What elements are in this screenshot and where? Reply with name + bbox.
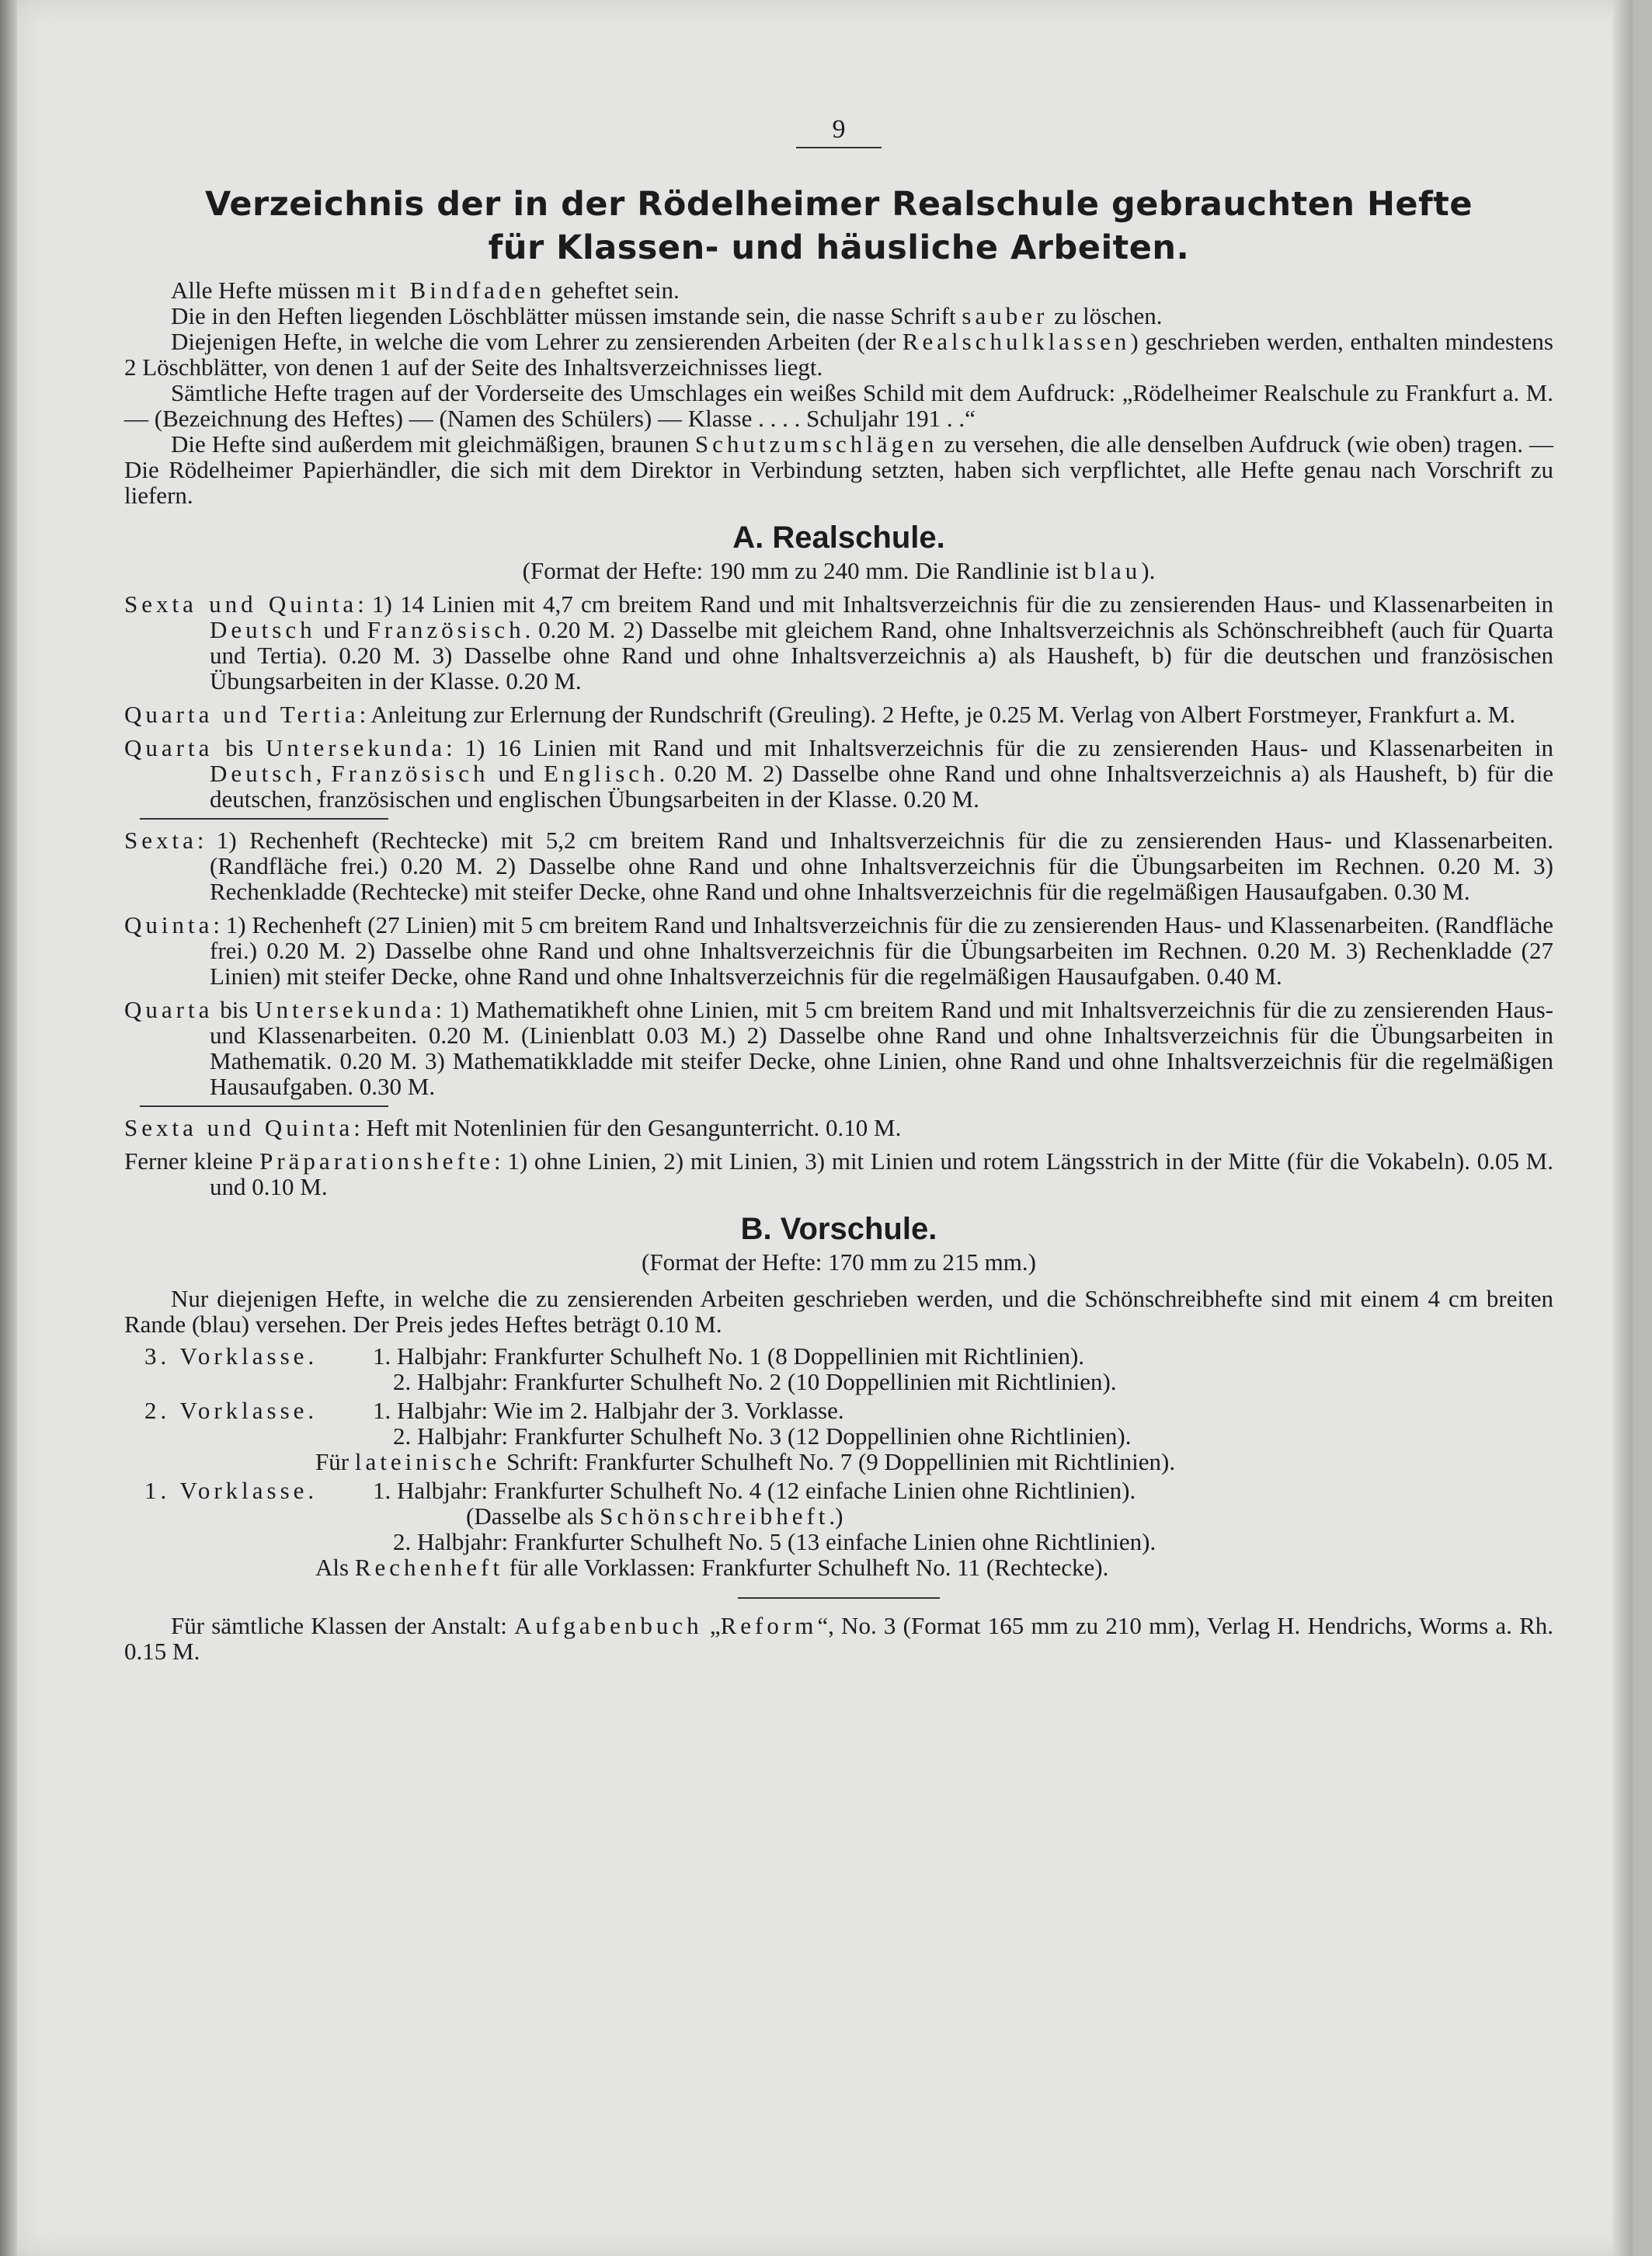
page-number-rule [796,147,882,148]
book-binding [0,0,17,2256]
vorklasse-2-halbjahr-2: 2. Halbjahr: Frankfurter Schulheft No. 3 (12 Doppellinien ohne Richtlinien). [393,1422,1132,1450]
intro-paragraph-1: Alle Hefte müssen mit Bindfaden geheftet sein. [171,277,680,304]
entry-sexta-quinta-gesang: Sexta und Quinta: Heft mit Notenlinien für den Gesangunterricht. 0.10 M. [124,1114,902,1141]
title-line-1: Verzeichnis der in der Rödelheimer Realschule gebrauchten Hefte [204,185,1473,224]
vorklasse-3 [124,1343,1553,1369]
document-page [17,0,1633,2256]
vorklasse-3-halbjahr-2: 2. Halbjahr: Frankfurter Schulheft No. 2 (10 Doppellinien mit Richtlinien). [393,1368,1117,1395]
rechenheft-vorklassen: Als Rechenheft für alle Vorklassen: Frankfurter Schulheft No. 11 (Rechtecke). [315,1554,1109,1581]
vorklasse-3-halbjahr-1: 1. Halbjahr: Frankfurter Schulheft No. 1 (8 Doppellinien mit Richtlinien). [373,1342,1085,1370]
footer-divider [738,1597,940,1599]
vorklasse-1-halbjahr-1: 1. Halbjahr: Frankfurter Schulheft No. 4 (12 einfache Linien ohne Richtlinien). [373,1477,1136,1504]
vorklasse-2-label: 2. Vorklasse. [144,1397,318,1424]
entry-sexta-quinta-deutsch: Sexta und Quinta: 1) 14 Linien mit 4,7 cm breitem Rand und mit Inhaltsverzeichnis für die zu zensierenden Haus- und Klassenarbeiten in Deutsch und Französisch. 0.20 M. 2) Dasselbe mit gleichem Rand, ohne Inhaltsverzeichnis als Schönschreibheft (auch für Quarta und Tertia). 0.20 M. 3) Dasselbe ohne Rand und ohne Inhaltsverzeichnis a) als Hausheft, b) für die deutschen und französischen Übungsarbeiten in der Klasse. 0.20 M. [124,590,1553,695]
vorklasse-1 [124,1478,1553,1503]
entry-quarta-untersekunda-sprachen: Quarta bis Untersekunda: 1) 16 Linien mit Rand und mit Inhaltsverzeichnis für die zu zensierenden Haus- und Klassenarbeiten in Deutsch, Französisch und Englisch. 0.20 M. 2) Dasselbe ohne Rand und ohne Inhaltsverzeichnis a) als Hausheft, b) für die deutschen, französischen und englischen Übungsarbeiten in der Klasse. 0.20 M. [124,734,1553,813]
vorklasse-3-label: 3. Vorklasse. [144,1342,318,1370]
section-b-intro: Nur diejenigen Hefte, in welche die zu zensierenden Arbeiten geschrieben werden, und die Schönschreibhefte sind mit einem 4 cm breiten Rande (blau) versehen. Der Preis jedes Heftes beträgt 0.10 M. [124,1285,1553,1338]
section-divider-2 [140,1105,388,1107]
entry-sexta-rechnen: Sexta: 1) Rechenheft (Rechtecke) mit 5,2 cm breitem Rand und Inhaltsverzeichnis für die zu zensierenden Haus- und Klassenarbeiten. (Randfläche frei.) 0.20 M. 2) Dasselbe ohne Rand und ohne Inhaltsverzeichnis für die Übungsarbeiten im Rechnen. 0.20 M. 3) Rechenkladde (Rechtecke) mit steifer Decke, ohne Rand und ohne Inhaltsverzeichnis für die regelmäßigen Hausaufgaben. 0.30 M. [124,827,1553,905]
section-b-heading: B. Vorschule. [740,1212,937,1246]
vorklasse-2-halbjahr-1: 1. Halbjahr: Wie im 2. Halbjahr der 3. Vorklasse. [373,1397,844,1424]
title-line-2: für Klassen- und häusliche Arbeiten. [488,228,1190,267]
vorklasse-1-note: (Dasselbe als Schönschreibheft.) [466,1502,843,1530]
intro-paragraph-5: Die Hefte sind außerdem mit gleichmäßigen, braunen Schutzumschlägen zu versehen, die alle denselben Aufdruck (wie oben) tragen. — Die Rödelheimer Papierhändler, die sich mit dem Direktor in Verbindung setzten, haben sich verpflichtet, alle Hefte genau nach Vorschrift zu liefern. [124,430,1553,509]
entry-quarta-tertia-rundschrift: Quarta und Tertia: Anleitung zur Erlernung der Rundschrift (Greuling). 2 Hefte, je 0.25 M. Verlag von Albert Forstmeyer, Frankfurt a. M. [124,701,1516,728]
page-title [124,183,1553,270]
vorklasse-1-label: 1. Vorklasse. [144,1477,318,1504]
page-number: 9 [832,115,846,144]
intro-paragraph-4: Sämtliche Hefte tragen auf der Vorderseite des Umschlages ein weißes Schild mit dem Aufdruck: „Rödelheimer Realschule zu Frankfurt a. M. — (Bezeichnung des Heftes) — (Namen des Schülers) — Klasse . . . . Schuljahr 191 . .“ [124,379,1553,432]
vorklasse-2 [124,1398,1553,1423]
entry-quinta-rechnen: Quinta: 1) Rechenheft (27 Linien) mit 5 cm breitem Rand und Inhaltsverzeichnis für die zu zensierenden Haus- und Klassenarbeiten. (Randfläche frei.) 0.20 M. 2) Dasselbe ohne Rand und ohne Inhaltsverzeichnis für die Übungsarbeiten im Rechnen. 0.20 M. 3) Rechenkladde (27 Linien) mit steifer Decke, ohne Rand und ohne Inhaltsverzeichnis für die regelmäßigen Hausaufgaben. 0.40 M. [124,911,1553,990]
section-a-format: (Format der Hefte: 190 mm zu 240 mm. Die Randlinie ist blau). [522,557,1156,584]
footer-paragraph: Für sämtliche Klassen der Anstalt: Aufgabenbuch „Reform“, No. 3 (Format 165 mm zu 210 mm), Verlag H. Hendrichs, Worms a. Rh. 0.15 M. [124,1612,1553,1665]
intro-paragraph-3: Diejenigen Hefte, in welche die vom Lehrer zu zensierenden Arbeiten (der Realschulklassen) geschrieben werden, enthalten mindestens 2 Löschblätter, von denen 1 auf der Seite des Inhaltsverzeichnisses liegt. [124,328,1553,381]
entry-praeparationshefte: Ferner kleine Präparationshefte: 1) ohne Linien, 2) mit Linien, 3) mit Linien und rotem Längsstrich in der Mitte (für die Vokabeln). 0.05 M. und 0.10 M. [124,1147,1553,1200]
vorklasse-1-halbjahr-2: 2. Halbjahr: Frankfurter Schulheft No. 5 (13 einfache Linien ohne Richtlinien). [393,1528,1156,1555]
section-divider [140,818,388,820]
intro-paragraph-2: Die in den Heften liegenden Löschblätter müssen imstande sein, die nasse Schrift sauber zu löschen. [171,302,1163,329]
page-edge [1613,0,1633,2256]
section-b-format: (Format der Hefte: 170 mm zu 215 mm.) [642,1248,1036,1276]
entry-quarta-untersekunda-mathematik: Quarta bis Untersekunda: 1) Mathematikheft ohne Linien, mit 5 cm breitem Rand und mit Inhaltsverzeichnis für die zu zensierenden Haus- und Klassenarbeiten. 0.20 M. (Linienblatt 0.03 M.) 2) Dasselbe ohne Rand und ohne Inhaltsverzeichnis für die Übungsarbeiten in Mathematik. 0.20 M. 3) Mathematikkladde mit steifer Decke, ohne Linien, ohne Rand und ohne Inhaltsverzeichnis für die regelmäßigen Hausaufgaben. 0.30 M. [124,996,1553,1100]
lateinische-schrift: Für lateinische Schrift: Frankfurter Schulheft No. 7 (9 Doppellinien mit Richtlinien). [315,1448,1176,1475]
page-content [124,117,1553,1664]
section-a-heading: A. Realschule. [732,520,945,555]
